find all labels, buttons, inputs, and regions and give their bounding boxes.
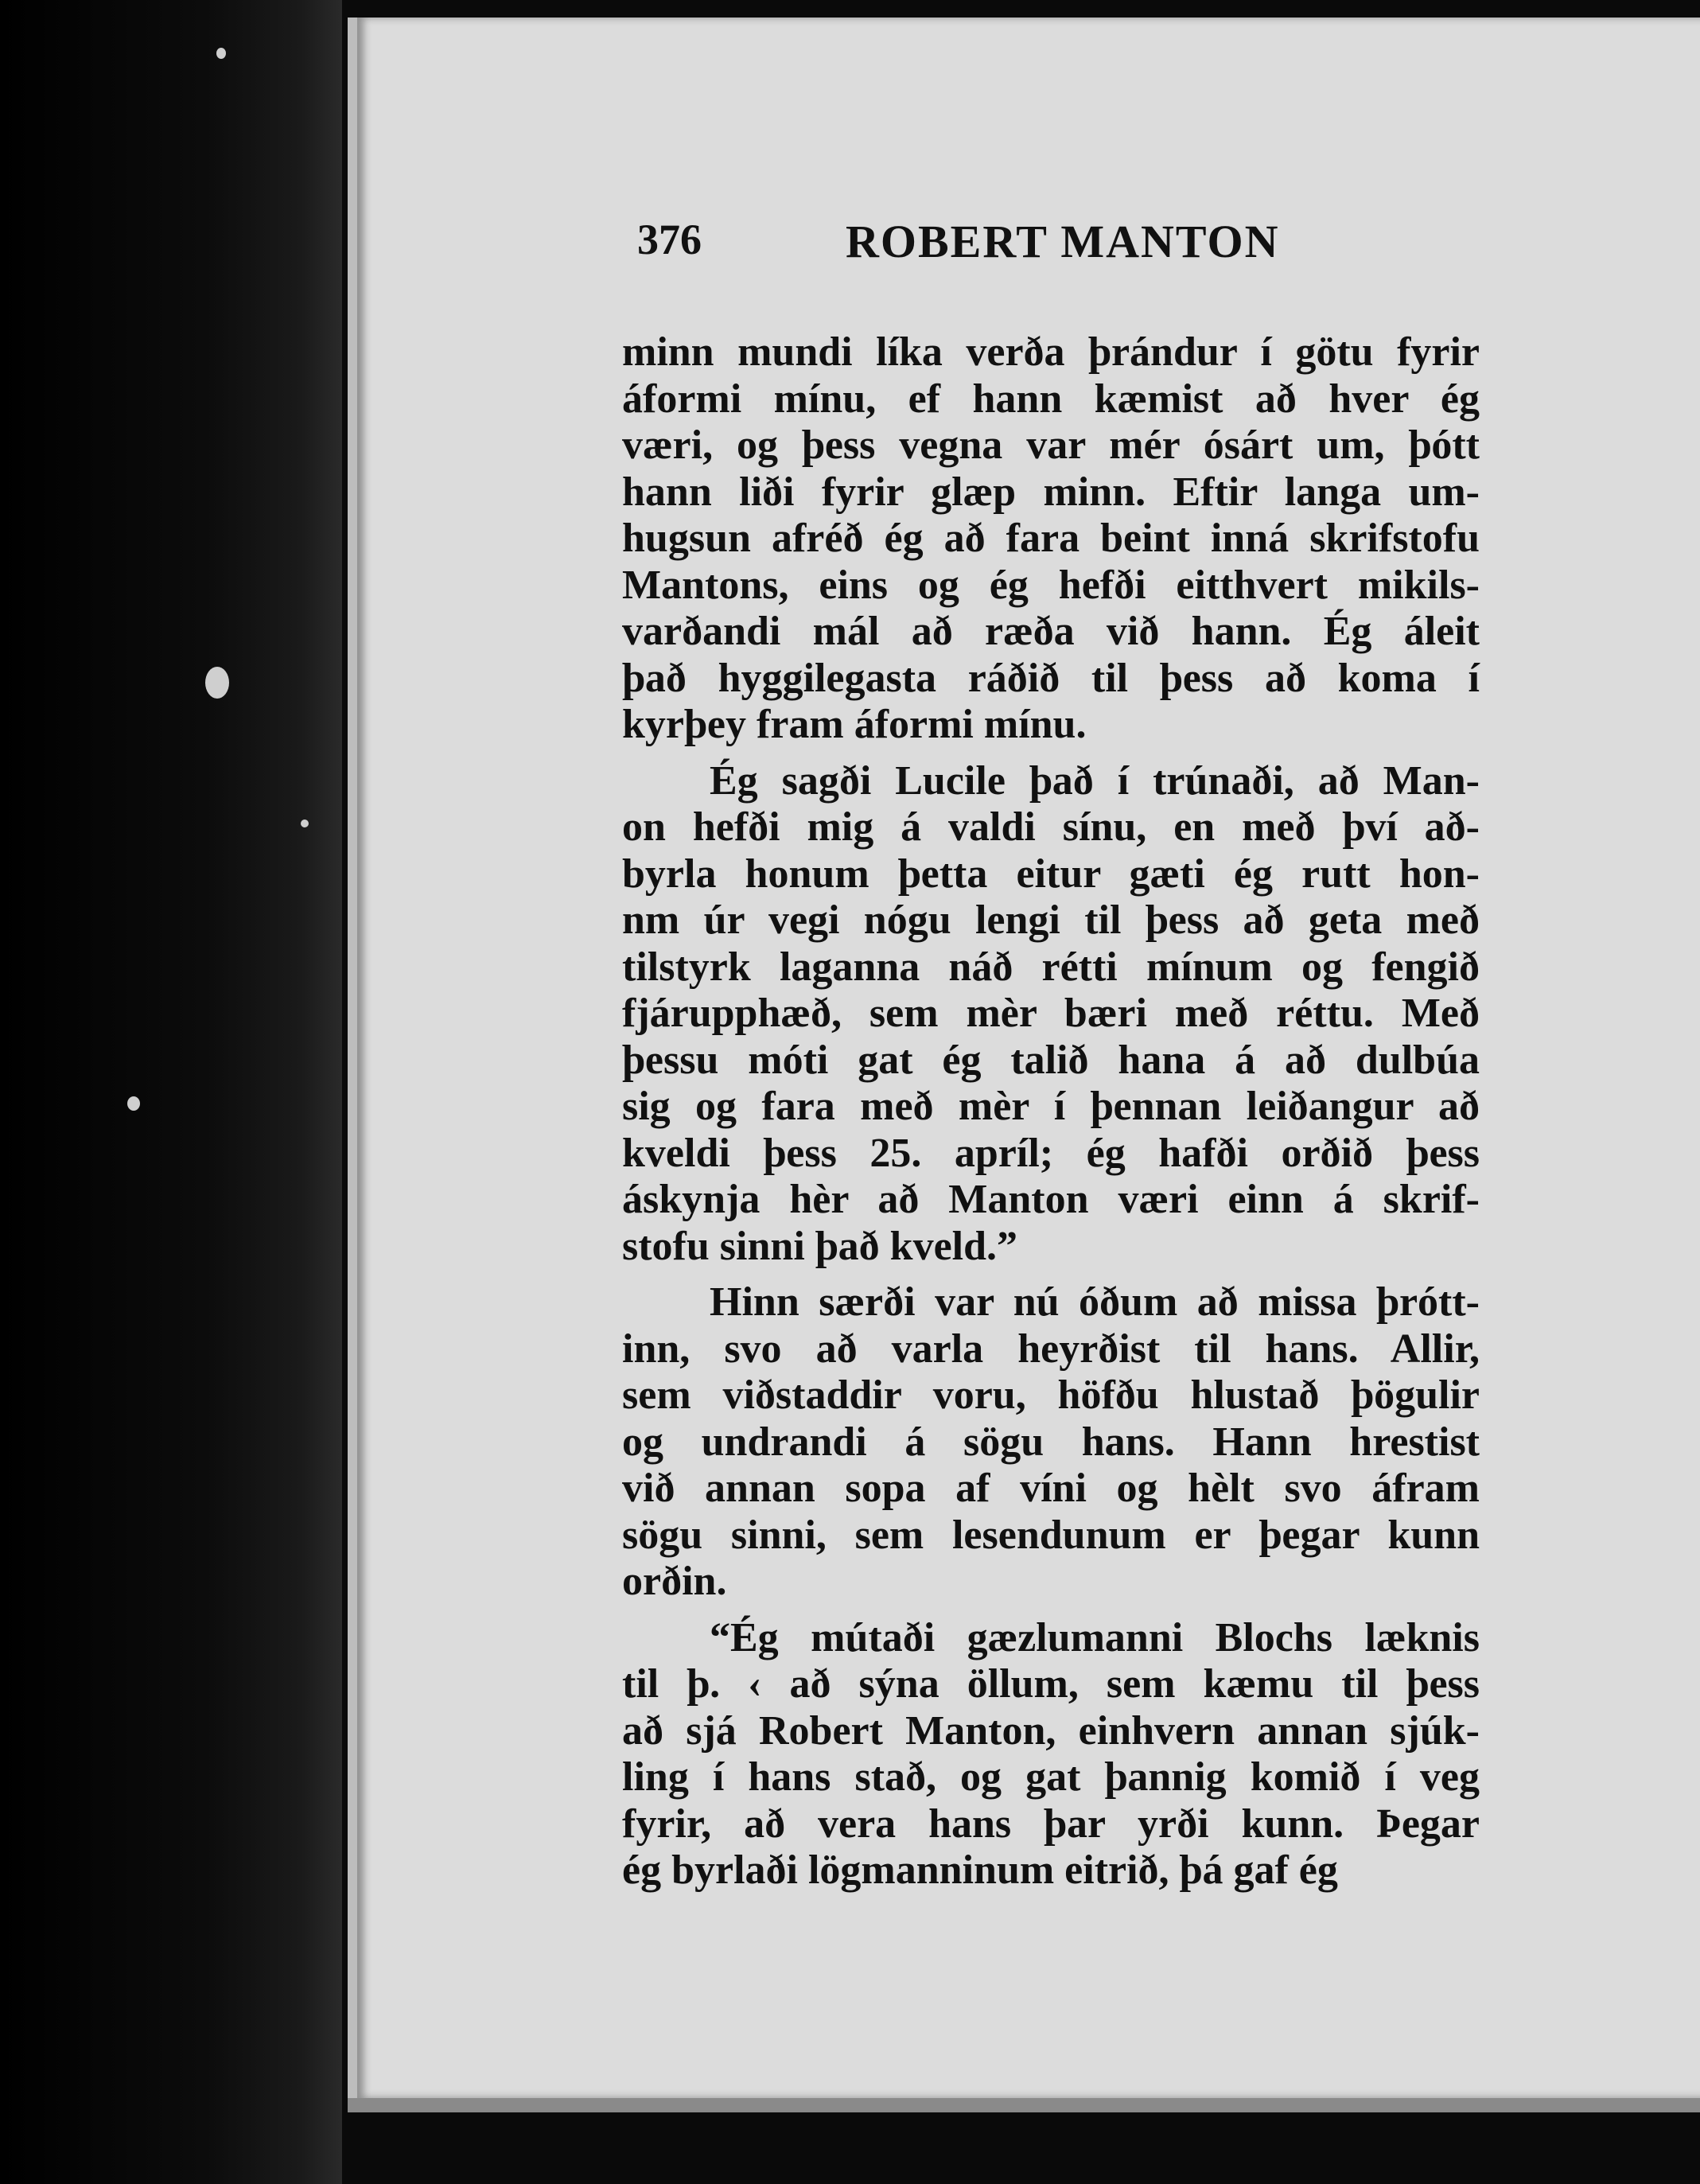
text-line: ling í hans stað, og gat þannig komið í veg — [622, 1754, 1480, 1800]
text-line: on hefði mig á valdi sínu, en með því að- — [622, 804, 1480, 850]
text-line: minn mundi líka verða þrándur í götu fyrir — [622, 329, 1480, 375]
text-line: tilstyrk laganna náð rétti mínum og fengið — [622, 944, 1480, 990]
text-line: hann liði fyrir glæp minn. Eftir langa um- — [622, 469, 1480, 515]
text-line: Mantons, eins og ég hefði eitthvert mikils- — [622, 562, 1480, 608]
text-line: væri, og þess vegna var mér ósárt um, þótt — [622, 422, 1480, 468]
paragraph — [622, 1615, 1480, 1894]
running-head — [637, 215, 1640, 278]
text-line: fjárupphæð, sem mèr bæri með réttu. Með — [622, 991, 1480, 1036]
page-number: 376 — [637, 216, 702, 263]
dust-speck — [127, 1096, 140, 1111]
paragraph — [622, 1279, 1480, 1606]
text-line: og undrandi á sögu hans. Hann hrestist — [622, 1419, 1480, 1465]
text-line: byrla honum þetta eitur gæti ég rutt hon- — [622, 851, 1480, 897]
text-line: varðandi mál að ræða við hann. Ég áleit — [622, 609, 1480, 654]
dust-speck — [205, 667, 229, 699]
text-line: sögu sinni, sem lesendunum er þegar kunn — [622, 1512, 1480, 1558]
text-line: það hyggilegasta ráðið til þess að koma í — [622, 655, 1480, 701]
text-line: hugsun afréð ég að fara beint inná skrifstofu — [622, 516, 1480, 561]
text-line: að sjá Robert Manton, einhvern annan sjúk- — [622, 1707, 1480, 1754]
text-line: ég byrlaði lögmanninum eitrið, þá gaf ég — [622, 1847, 1338, 1893]
text-line: “Ég mútaði gæzlumanni Blochs læknis — [710, 1614, 1480, 1660]
text-line: kveldi þess 25. apríl; ég hafði orðið þess — [622, 1130, 1480, 1176]
book-page — [348, 18, 1700, 2098]
text-line: kyrþey fram áformi mínu. — [622, 702, 1087, 747]
paragraph — [622, 758, 1480, 1271]
text-line: orðin. — [622, 1559, 727, 1604]
text-line: til þ. ‹ að sýna öllum, sem kæmu til þess — [622, 1661, 1480, 1707]
running-title: ROBERT MANTON — [846, 216, 1280, 267]
paragraph — [622, 329, 1480, 749]
book-spine-shadow — [0, 0, 342, 2184]
text-line: Hinn særði var nú óðum að missa þrótt- — [710, 1279, 1480, 1325]
text-line: nm úr vegi nógu lengi til þess að geta með — [622, 897, 1480, 943]
text-line: stofu sinni það kveld.” — [622, 1223, 1018, 1269]
text-line: áformi mínu, ef hann kæmist að hver ég — [622, 376, 1480, 422]
dust-speck — [216, 48, 226, 59]
text-line: sig og fara með mèr í þennan leiðangur að — [622, 1084, 1480, 1129]
text-line: Ég sagði Lucile það í trúnaði, að Man- — [710, 757, 1480, 804]
text-line: áskynja hèr að Manton væri einn á skrif- — [622, 1177, 1480, 1222]
text-line: inn, svo að varla heyrðist til hans. Allir, — [622, 1326, 1480, 1372]
text-line: sem viðstaddir voru, höfðu hlustað þögulir — [622, 1372, 1480, 1418]
text-line: þessu móti gat ég talið hana á að dulbúa — [622, 1037, 1480, 1083]
text-line: fyrir, að vera hans þar yrði kunn. Þegar — [622, 1801, 1480, 1847]
page-bottom-edge — [348, 2098, 1700, 2112]
text-line: við annan sopa af víni og hèlt svo áfram — [622, 1466, 1480, 1511]
dust-speck — [301, 819, 309, 827]
body-text — [622, 329, 1480, 1904]
